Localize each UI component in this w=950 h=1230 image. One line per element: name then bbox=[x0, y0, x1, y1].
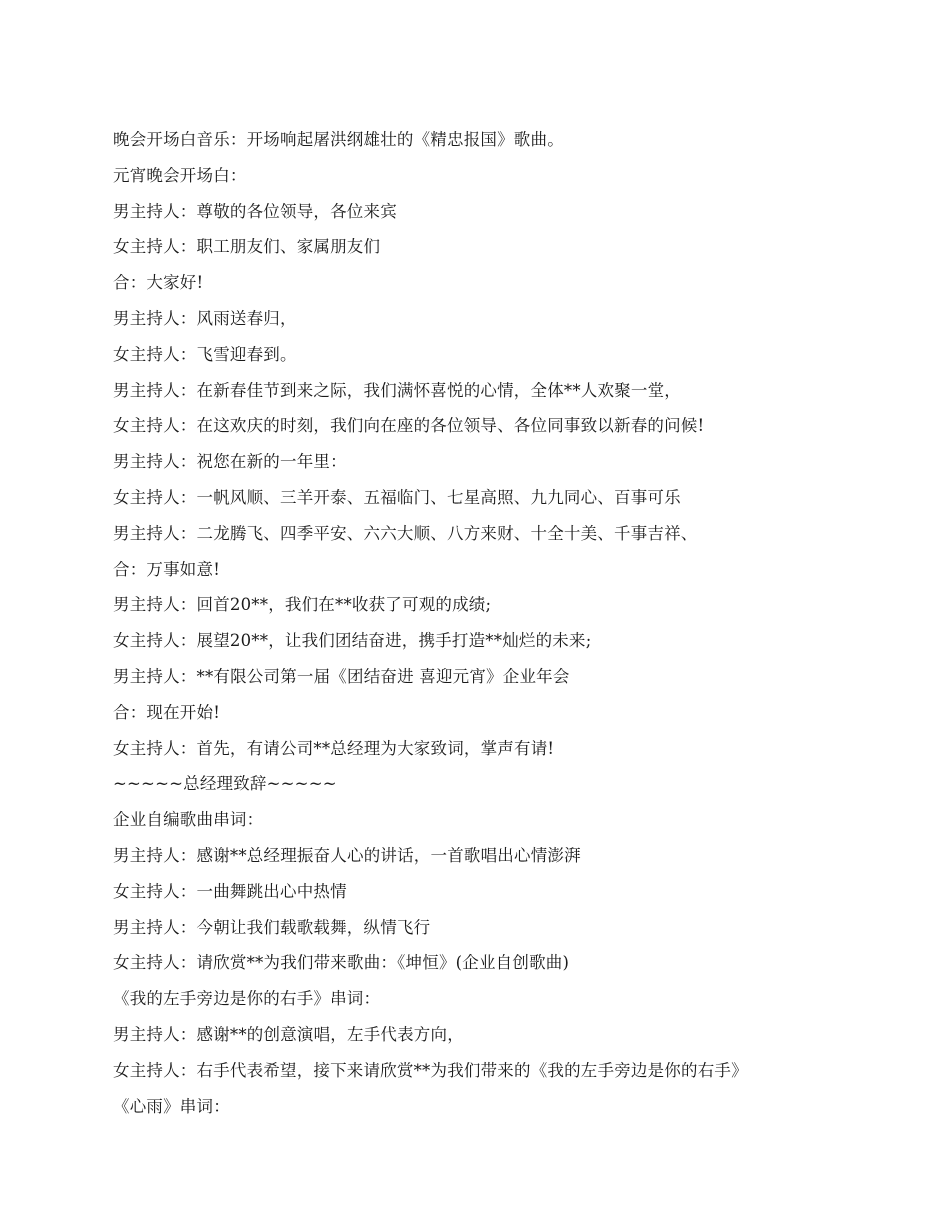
text-line: 男主持人：感谢**的创意演唱，左手代表方向， bbox=[113, 1024, 464, 1044]
text-line: 女主持人：飞雪迎春到。 bbox=[113, 344, 297, 364]
document-body bbox=[113, 122, 903, 1124]
text-line: 男主持人：回首20**，我们在**收获了可观的成绩; bbox=[113, 595, 492, 615]
text-line: 女主持人：在这欢庆的时刻，我们向在座的各位领导、各位同事致以新春的问候! bbox=[113, 416, 705, 436]
text-line: 女主持人：职工朋友们、家属朋友们 bbox=[113, 237, 381, 257]
text-line: 男主持人：**有限公司第一届《团结奋进 喜迎元宵》企业年会 bbox=[113, 666, 570, 686]
text-line: 男主持人：感谢**总经理振奋人心的讲话，一首歌唱出心情澎湃 bbox=[113, 845, 581, 865]
text-line: 合：现在开始! bbox=[113, 702, 221, 722]
section-heading: 企业自编歌曲串词： bbox=[113, 810, 264, 830]
text-line: 男主持人：祝您在新的一年里： bbox=[113, 452, 347, 472]
text-line: 男主持人：尊敬的各位领导，各位来宾 bbox=[113, 201, 397, 221]
section-heading: 《我的左手旁边是你的右手》串词： bbox=[113, 989, 381, 1009]
text-line: 女主持人：展望20**，让我们团结奋进，携手打造**灿烂的未来; bbox=[113, 631, 592, 651]
section-divider: ~~~~~总经理致辞~~~~~ bbox=[113, 774, 337, 794]
text-line: 男主持人：在新春佳节到来之际，我们满怀喜悦的心情，全体**人欢聚一堂， bbox=[113, 380, 681, 400]
text-line: 合：大家好! bbox=[113, 273, 204, 293]
text-line: 男主持人：二龙腾飞、四季平安、六六大顺、八方来财、十全十美、千事吉祥、 bbox=[113, 523, 698, 543]
text-line: 女主持人：一帆风顺、三羊开泰、五福临门、七星高照、九九同心、百事可乐 bbox=[113, 487, 681, 507]
text-line: 合：万事如意! bbox=[113, 559, 221, 579]
text-line: 男主持人：风雨送春归， bbox=[113, 308, 297, 328]
text-line: 女主持人：请欣赏**为我们带来歌曲：《坤恒》(企业自创歌曲) bbox=[113, 953, 570, 973]
text-line: 男主持人：今朝让我们载歌载舞，纵情飞行 bbox=[113, 917, 431, 937]
section-heading: 《心雨》串词： bbox=[113, 1096, 230, 1116]
text-line: 晚会开场白音乐：开场响起屠洪纲雄壮的《精忠报国》歌曲。 bbox=[113, 130, 564, 149]
text-line: 元宵晚会开场白： bbox=[113, 165, 247, 185]
text-line: 女主持人：右手代表希望，接下来请欣赏**为我们带来的《我的左手旁边是你的右手》 bbox=[113, 1060, 748, 1080]
text-line: 女主持人：一曲舞跳出心中热情 bbox=[113, 881, 347, 901]
text-line: 女主持人：首先，有请公司**总经理为大家致词，掌声有请! bbox=[113, 738, 555, 758]
